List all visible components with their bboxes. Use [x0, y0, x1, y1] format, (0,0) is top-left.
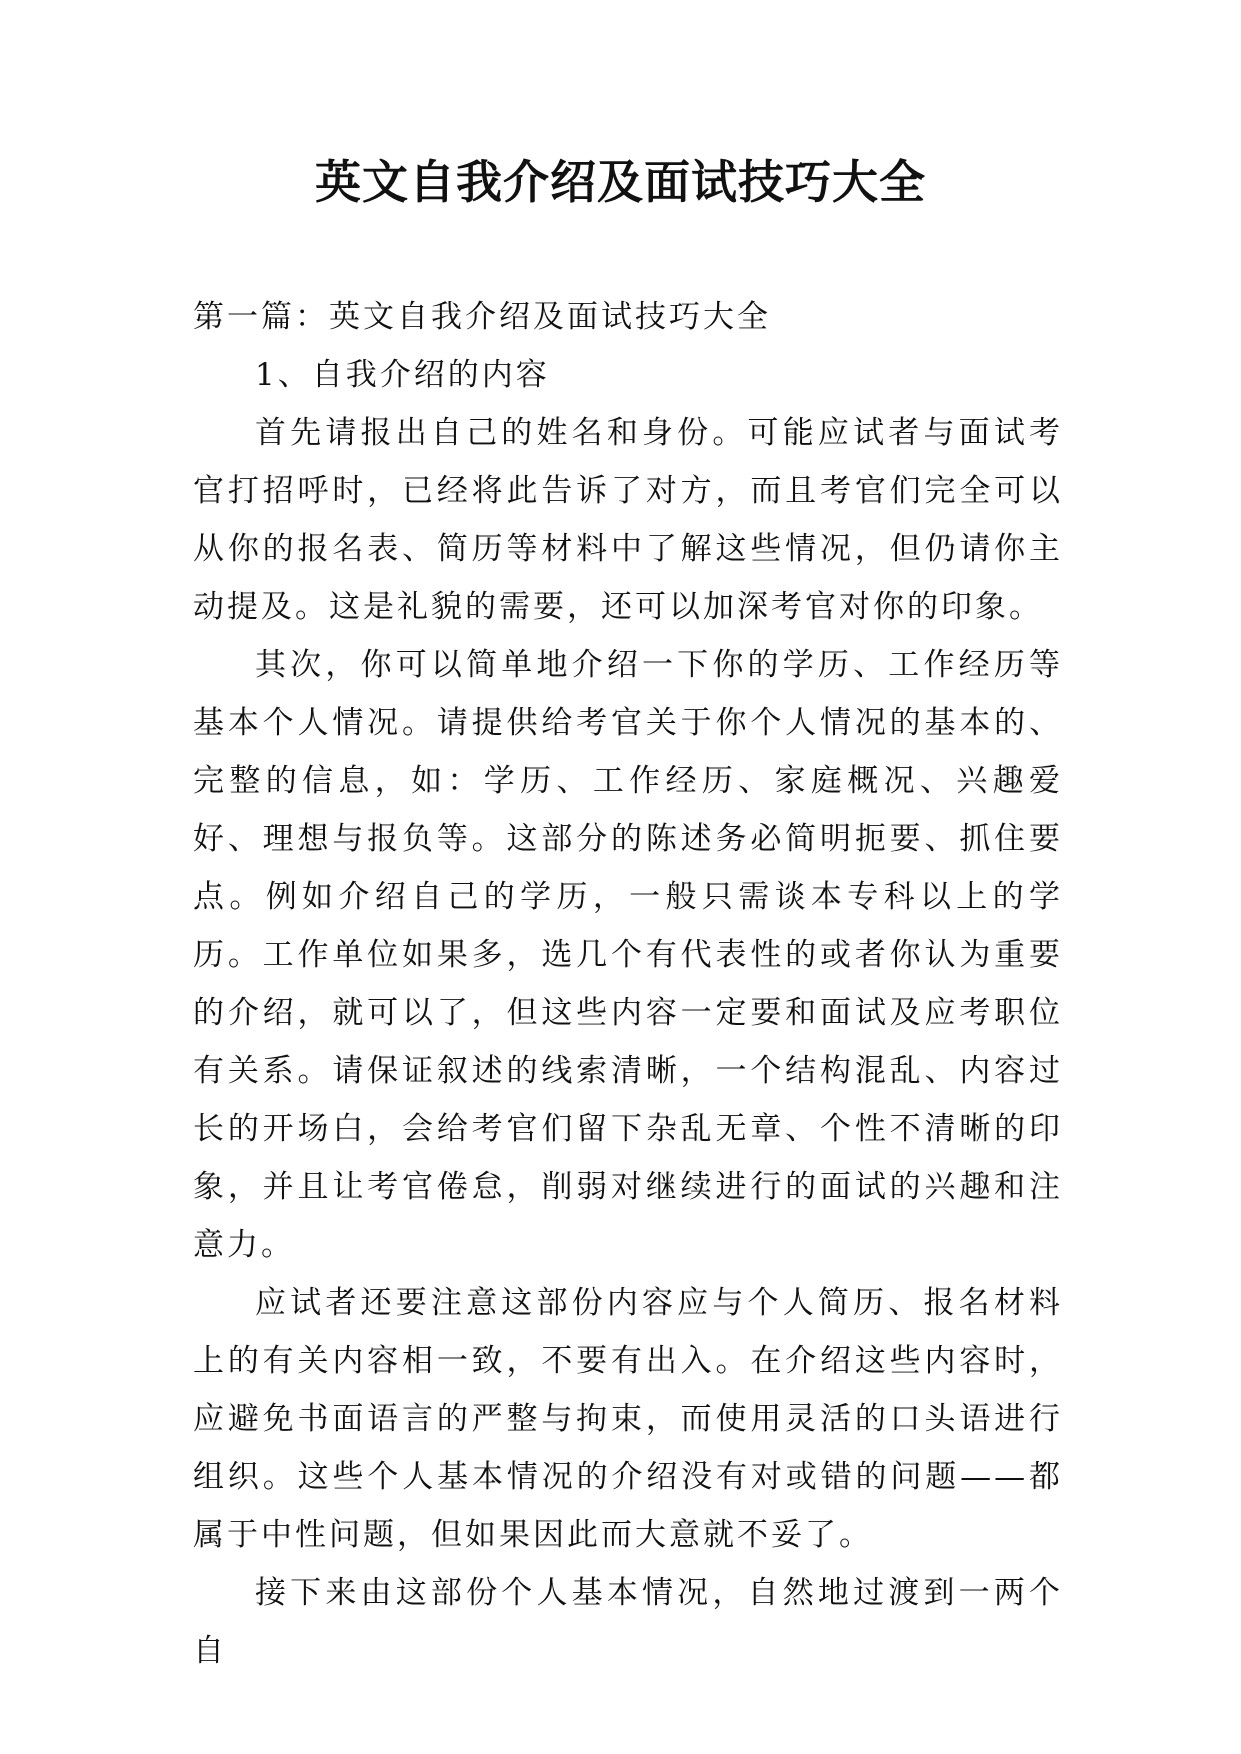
document-title: 英文自我介绍及面试技巧大全 — [315, 155, 926, 209]
document-body — [193, 288, 1063, 1680]
paragraph: 接下来由这部份个人基本情况，自然地过渡到一两个自 — [193, 1575, 1063, 1669]
subheading: 1、自我介绍的内容 — [255, 357, 550, 393]
paragraph: 其次，你可以简单地介绍一下你的学历、工作经历等基本个人情况。请提供给考官关于你个人情况的基本的、完整的信息，如：学历、工作经历、家庭概况、兴趣爱好、理想与报负等。这部分的陈述务必简明扼要、抓住要点。例如介绍自己的学历，一般只需谈本专科以上的学历。工作单位如果多，选几个有代表性的或者你认为重要的介绍，就可以了，但这些内容一定要和面试及应考职位有关系。请保证叙述的线索清晰，一个结构混乱、内容过长的开场白，会给考官们留下杂乱无章、个性不清晰的印象，并且让考官倦怠，削弱对继续进行的面试的兴趣和注意力。 — [193, 647, 1063, 1263]
section-heading: 第一篇：英文自我介绍及面试技巧大全 — [193, 299, 771, 335]
paragraph: 应试者还要注意这部份内容应与个人简历、报名材料上的有关内容相一致，不要有出入。在介绍这些内容时，应避免书面语言的严整与拘束，而使用灵活的口头语进行组织。这些个人基本情况的介绍没有对或错的问题——都属于中性问题，但如果因此而大意就不妥了。 — [193, 1285, 1063, 1553]
paragraph: 首先请报出自己的姓名和身份。可能应试者与面试考官打招呼时，已经将此告诉了对方，而且考官们完全可以从你的报名表、简历等材料中了解这些情况，但仍请你主动提及。这是礼貌的需要，还可以加深考官对你的印象。 — [193, 415, 1063, 625]
